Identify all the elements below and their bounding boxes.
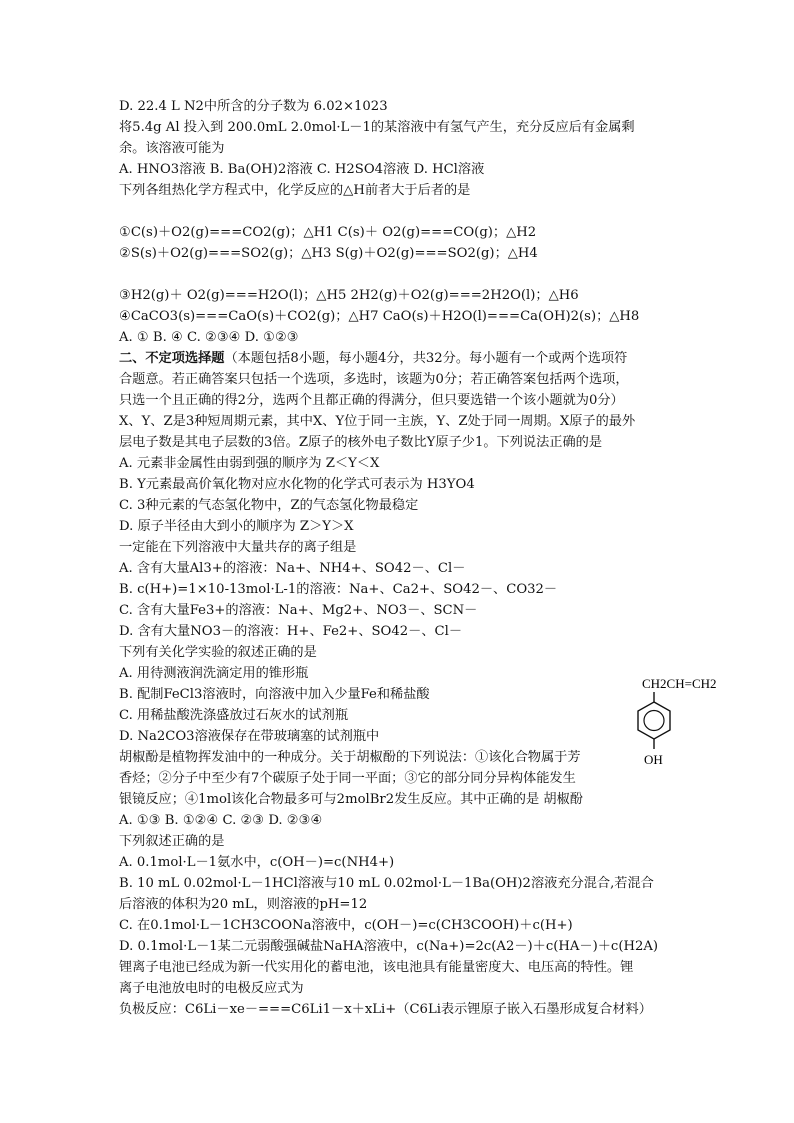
text-line-28: A. 用待测液润洗滴定用的锥形瓶 <box>119 666 309 681</box>
allyl-group-label: CH2CH=CH2 <box>642 676 717 691</box>
text-line-26: D. 含有大量NO3－的溶液：H+、Fe2+、SO42－、Cl－ <box>119 624 463 639</box>
text-line-23: A. 含有大量Al3+的溶液：Na+、NH4+、SO42－、Cl－ <box>119 561 466 576</box>
text-line-15: 只选一个且正确的得2分，选两个且都正确的得满分，但只要选错一个该小题就为0分） <box>119 393 624 408</box>
text-line-29: B. 配制FeCl3溶液时，向溶液中加入少量Fe和稀盐酸 <box>119 687 430 702</box>
text-line-10: ③H2(g)＋ O2(g)===H2O(l)；△H5 2H2(g)＋O2(g)===2H2O(l)；△H6 <box>119 288 579 303</box>
text-line-25: C. 含有大量Fe3+的溶液：Na+、Mg2+、NO3－、SCN－ <box>119 603 478 618</box>
text-line-31: D. Na2CO3溶液保存在带玻璃塞的试剂瓶中 <box>119 729 380 744</box>
text-line-36: 下列叙述正确的是 <box>119 834 225 849</box>
text-line-20: C. 3种元素的气态氢化物中，Z的气态氢化物最稳定 <box>119 498 419 513</box>
hydroxyl-label: OH <box>644 752 663 767</box>
text-line-30: C. 用稀盐酸洗涤盛放过石灰水的试剂瓶 <box>119 708 349 723</box>
text-line-11: ④CaCO3(s)===CaO(s)＋CO2(g)；△H7 CaO(s)＋H2O(l)===Ca(OH)2(s)；△H8 <box>119 309 640 324</box>
text-line-35: A. ①③ B. ①②④ C. ②③ D. ②③④ <box>119 813 323 828</box>
text-line-42: 锂离子电池已经成为新一代实用化的蓄电池，该电池具有能量密度大、电压高的特性。锂 <box>119 960 634 975</box>
text-line-5: 下列各组热化学方程式中，化学反应的△H前者大于后者的是 <box>119 183 471 198</box>
text-line-22: 一定能在下列溶液中大量共存的离子组是 <box>119 540 357 555</box>
text-line-34: 银镜反应；④1mol该化合物最多可与2molBr2发生反应。其中正确的是 胡椒酚 <box>119 792 583 807</box>
text-line-24: B. c(H+)=1×10-13mol·L-1的溶液：Na+、Ca2+、SO42－、CO32－ <box>119 582 558 597</box>
text-line-33: 香烃；②分子中至少有7个碳原子处于同一平面；③它的部分同分异构体能发生 <box>119 771 576 786</box>
text-line-16: X、Y、Z是3种短周期元素，其中X、Y位于同一主族，Y、Z处于同一周期。X原子的最外 <box>119 414 636 429</box>
aromatic-circle <box>644 711 664 731</box>
text-line-41: D. 0.1mol·L－1某二元弱酸强碱盐NaHA溶液中，c(Na+)=2c(A2－)＋c(HA－)＋c(H2A) <box>119 939 659 954</box>
section-heading <box>119 348 627 369</box>
text-line-18: A. 元素非金属性由弱到强的顺序为 Z＜Y＜X <box>119 456 380 471</box>
text-line-38: B. 10 mL 0.02mol·L－1HCl溶液与10 mL 0.02mol·L－1Ba(OH)2溶液充分混合,若混合 <box>119 876 654 891</box>
text-line-32: 胡椒酚是植物挥发油中的一种成分。关于胡椒酚的下列说法：①该化合物属于芳 <box>119 750 581 765</box>
text-line-14: 合题意。若正确答案只包括一个选项，多选时，该题为0分；若正确答案包括两个选项， <box>119 372 629 387</box>
text-line-17: 层电子数是其电子层数的3倍。Z原子的核外电子数比Y原子少1。下列说法正确的是 <box>119 435 603 450</box>
text-line-27: 下列有关化学实验的叙述正确的是 <box>119 645 317 660</box>
text-line-19: B. Y元素最高价氧化物对应水化物的化学式可表示为 H3YO4 <box>119 477 475 492</box>
chavicol-structure-diagram <box>626 672 746 772</box>
text-line-4: A. HNO3溶液 B. Ba(OH)2溶液 C. H2SO4溶液 D. HCl溶液 <box>119 162 485 177</box>
text-line-3: 余。该溶液可能为 <box>119 141 225 156</box>
section-heading-rest: （本题包括8小题，每小题4分，共32分。每小题有一个或两个选项符 <box>224 351 628 366</box>
text-line-39: 后溶液的体积为20 mL，则溶液的pH=12 <box>119 897 368 912</box>
benzene-ring <box>638 702 670 739</box>
text-line-7: ①C(s)＋O2(g)===CO2(g)；△H1 C(s)＋ O2(g)===CO(g)；△H2 <box>119 225 537 240</box>
text-line-44: 负极反应：C6Li－xe－===C6Li1－x＋xLi+（C6Li表示锂原子嵌入石墨形成复合材料） <box>119 1002 652 1017</box>
text-line-37: A. 0.1mol·L－1氨水中，c(OH－)=c(NH4+) <box>119 855 395 870</box>
text-line-40: C. 在0.1mol·L－1CH3COONa溶液中，c(OH－)=c(CH3COOH)＋c(H+) <box>119 918 573 933</box>
text-line-12: A. ① B. ④ C. ②③④ D. ①②③ <box>119 330 299 345</box>
text-line-43: 离子电池放电时的电极反应式为 <box>119 981 304 996</box>
text-line-1: D. 22.4 L N2中所含的分子数为 6.02×1023 <box>119 99 388 114</box>
text-line-21: D. 原子半径由大到小的顺序为 Z＞Y＞X <box>119 519 354 534</box>
text-line-2: 将5.4g Al 投入到 200.0mL 2.0mol·L－1的某溶液中有氢气产生，充分反应后有金属剩 <box>119 120 635 135</box>
text-line-8: ②S(s)＋O2(g)===SO2(g)；△H3 S(g)＋O2(g)===SO2(g)；△H4 <box>119 246 538 261</box>
section-heading-bold: 二、不定项选择题 <box>119 351 225 366</box>
